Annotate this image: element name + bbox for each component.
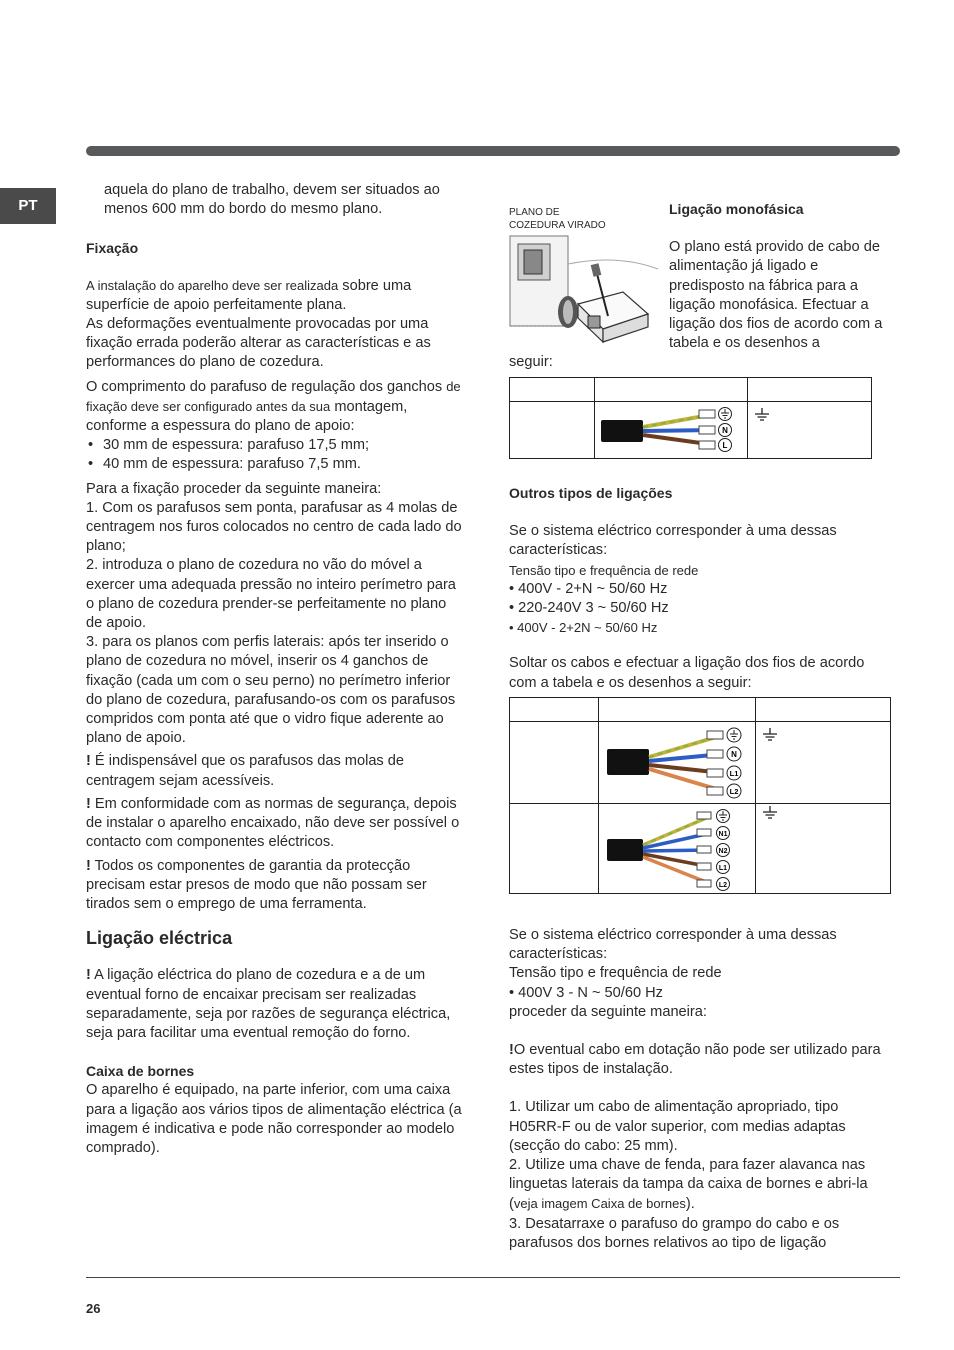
page-number: 26 [86,1301,101,1316]
intro-text: aquela do plano de trabalho, devem ser situados ao menos 600 mm do bordo do mesmo plano. [104,182,440,218]
ground-cell-a [756,722,891,804]
step-1: 1. Com os parafusos sem ponta, parafusar as 4 molas de centragem nos furos colocados no centro de cada lado do plano; [86,499,462,555]
cable-diagram-4-wire [599,805,755,893]
sistema-procedure: proceder da seguinte maneira: [509,1003,707,1020]
sistema-block [509,926,891,1253]
step-3: 3. para os planos com perfis laterais: após ter inserido o plano de cozedura no móvel, inserir os 4 ganchos de fixação (cada um com o seu perno) no perímetro inferior do plano de cozedura, parafusando-os com os parafusos compridos com ponta até que o vidro fique aderente ao plano de apoio. [86,634,456,747]
mono-ground-cell [748,402,872,459]
mono-cable-diagram [595,402,747,458]
hob-terminal-box-figure [508,234,663,352]
bullet-30mm: • 30 mm de espessura: parafuso 17,5 mm; [86,436,466,455]
left-column [86,181,466,1158]
outros-tension: Tensão tipo e frequência de rede [509,562,699,578]
warning-3: ! Todos os componentes de garantia da protecção precisam estar presos de modo que não possam ser tirados sem o emprego de uma ferramenta. [86,857,427,912]
wiring-cell-b [599,804,756,894]
terminal-L2: L2 [729,786,739,796]
terminal-L2: L2 [718,881,728,889]
ground-icon [762,806,778,820]
bottom-divider [86,1277,900,1278]
sistema-text: Se o sistema eléctrico corresponder à uma dessas características: [509,927,837,963]
ligacao-warning: ! A ligação eléctrica do plano de cozedura e a de um eventual forno de encaixar precisam ser realizadas separadamente, seja por razões de segurança eléctrica, seja para facilitar uma eventual remoção do forno. [86,967,451,1041]
mono-tail: seguir: [509,354,553,370]
terminal-N: N [722,426,728,435]
terminal-N2: N2 [718,847,728,855]
terminal-L1: L1 [729,768,739,778]
ligacao-heading: Ligação eléctrica [86,928,233,949]
mono-wiring-cell [595,402,748,459]
cabo-warning: !O eventual cabo em dotação não pode ser utilizado para estes tipos de instalação. [509,1042,881,1078]
terminal-L: L [722,441,728,450]
procedure-intro: Para a fixação proceder da seguinte maneira: [86,480,382,497]
caixa-heading: Caixa de bornes [86,1063,195,1080]
language-tab: PT [0,188,56,224]
outros-block [509,484,889,693]
mono-text: O plano está provido de cabo de alimentação já ligado e predisposto na fábrica para a ligação monofásica. Efectuar a ligação dos fios de acordo com a tabela e os desenhos a [669,239,883,352]
warning-1: ! É indispensável que os parafusos das molas de centragem sejam acessíveis. [86,753,405,789]
terminal-L1: L1 [718,864,728,872]
sistema-step-1: 1. Utilizar um cabo de alimentação apropriado, tipo H05RR-F ou de valor superior, com medias adaptas (secção do cabo: 25 mm). [509,1099,846,1154]
fixacao-paragraph-2: As deformações eventualmente provocadas por uma fixação errada poderão alterar as características e as performances do plano de cozedura. [86,316,431,371]
mono-block [669,200,889,353]
fixacao-heading: Fixação [86,240,139,257]
bullet-40mm: • 40 mm de espessura: parafuso 7,5 mm. [86,455,466,474]
step-2: 2. introduza o plano de cozedura no vão do móvel a exercer uma adequada pressão no inteiro perímetro para o plano de cozedura prender-se perfeitamente no plano de apoio. [86,557,456,632]
wiring-cell-a [599,722,756,804]
fixacao-paragraph-1: A instalação do aparelho deve ser realizada sobre uma superfície de apoio perfeitamente plana. [86,277,412,313]
cable-diagram-3-wire [599,723,755,803]
outros-option-1: • 400V - 2+N ~ 50/60 Hz [509,580,668,597]
sistema-step-3: 3. Desatarraxe o parafuso do grampo do cabo e os parafusos dos bornes relativos ao tipo de ligação [509,1215,840,1251]
outros-option-2: • 220-240V 3 ~ 50/60 Hz [509,600,669,617]
other-connections-table [509,697,891,894]
soltar-text: Soltar os cabos e efectuar a ligação dos fios de acordo com a tabela e os desenhos a seguir: [509,655,865,691]
sistema-tension: Tensão tipo e frequência de rede [509,965,722,982]
ground-icon [762,728,778,742]
ground-icon [754,408,770,422]
warning-2: ! Em conformidade com as normas de segurança, depois de instalar o aparelho encaixado, não deve ser possível o contacto com componentes eléctricos. [86,795,460,851]
caixa-text: O aparelho é equipado, na parte inferior, com uma caixa para a ligação aos vários tipos de alimentação eléctrica (a imagem é indicativa e pode não corresponder ao modelo comprado). [86,1082,462,1156]
terminal-N: N [731,749,737,759]
figure-label: PLANO DE COZEDURA VIRADO [509,207,606,231]
top-bar [86,146,900,156]
ground-cell-b [756,804,891,894]
outros-heading: Outros tipos de ligações [509,485,673,501]
fixacao-paragraph-3: O comprimento do parafuso de regulação dos ganchos de fixação deve ser configurado antes da sua montagem, conforme a espessura do plano de apoio: [86,378,461,435]
mono-connection-table [509,377,872,459]
outros-option-3: • 400V - 2+2N ~ 50/60 Hz [509,620,658,636]
mono-heading: Ligação monofásica [669,201,804,217]
sistema-step-2: 2. Utilize uma chave de fenda, para fazer alavanca nas linguetas laterais da tampa da caixa de bornes e abri-la (veja imagem Caixa de bornes). [509,1157,868,1213]
sistema-option: • 400V 3 - N ~ 50/60 Hz [509,984,663,1001]
terminal-N1: N1 [718,830,728,838]
outros-text: Se o sistema eléctrico corresponder à uma dessas características: [509,523,837,559]
